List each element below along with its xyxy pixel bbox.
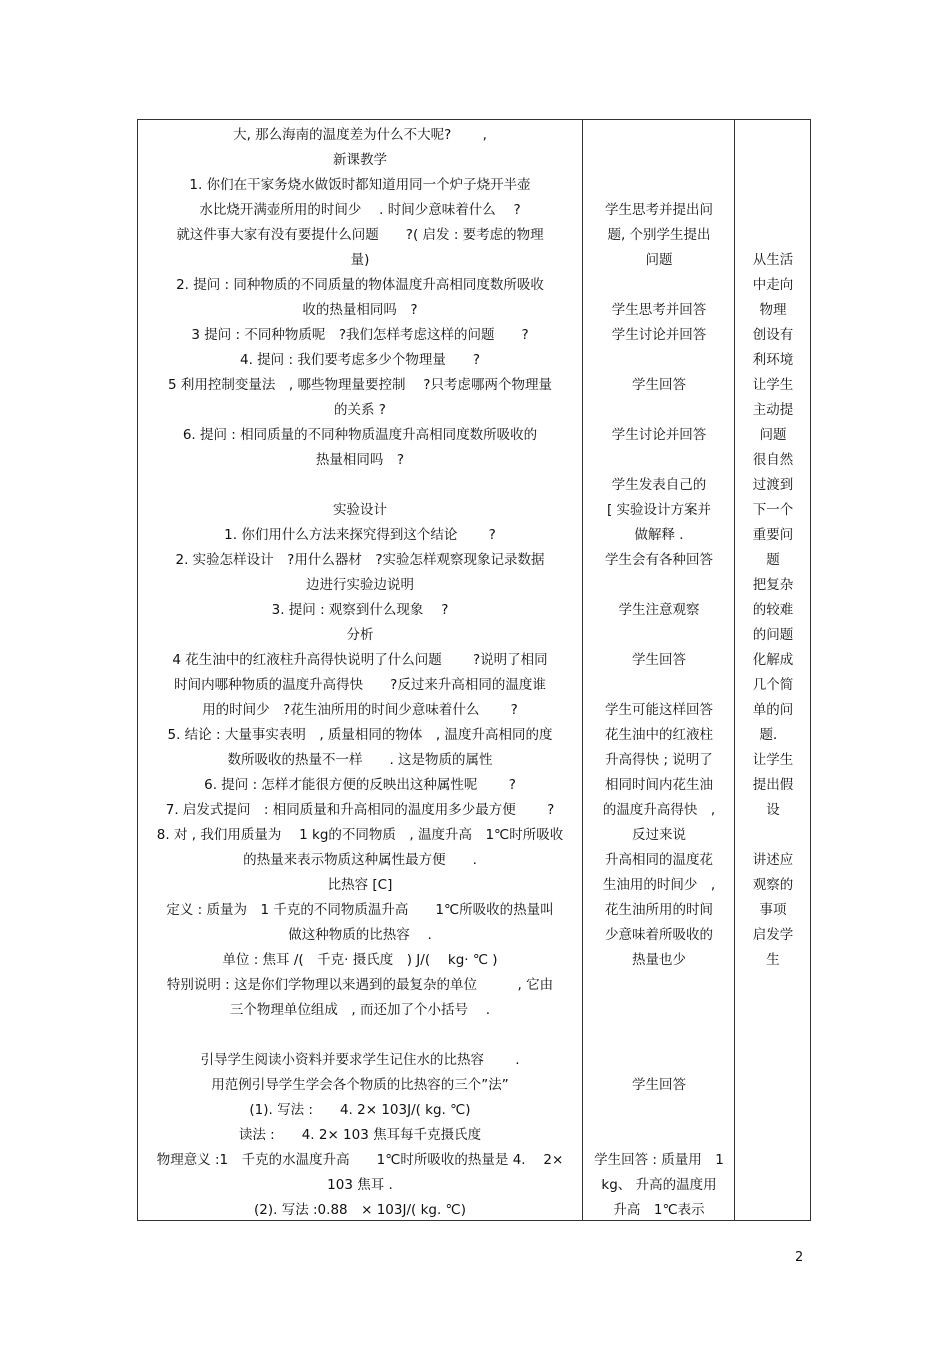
text-line: 学生讨论并回答 xyxy=(611,327,707,343)
text-line: 三个物理单位组成 , 而还加了个小括号 . xyxy=(229,1002,491,1018)
column-divider xyxy=(582,120,583,1220)
text-line: 生 xyxy=(766,952,780,968)
text-line: 时间内哪种物质的温度升高得快 ?反过来升高相同的温度谁 xyxy=(174,677,546,693)
text-line: 题． xyxy=(759,727,787,743)
text-line: 热量相同吗 ? xyxy=(315,452,405,468)
text-line: 物理意义 :1 千克的水温度升高 1℃时所吸收的热量是 4. 2× xyxy=(156,1152,564,1168)
text-line: 反过来说 xyxy=(632,827,686,843)
text-line: 2. 实验怎样设计 ?用什么器材 ?实验怎样观察现象记录数据 xyxy=(175,552,545,568)
text-line: 单位 : 焦耳 /( 千克· 摄氏度 ) J/( kg· ℃ ) xyxy=(222,952,498,968)
text-line: 学生注意观察 xyxy=(618,602,700,618)
text-line: kg、 升高的温度用 xyxy=(601,1177,717,1193)
text-line: 启发学 xyxy=(752,927,794,943)
text-line: 做这种物质的比热容 . xyxy=(288,927,432,943)
text-line: 下一个 xyxy=(752,502,794,518)
text-line: 的热量来表示物质这种属性最方便 . xyxy=(243,852,477,868)
text-line: 学生回答 : 质量用 1 xyxy=(594,1152,724,1168)
text-line: 让学生 xyxy=(752,377,794,393)
text-line: 的关系 ? xyxy=(334,402,386,418)
text-line: 升高得快 ; 说明了 xyxy=(605,752,713,768)
text-line: 物理 xyxy=(759,302,787,318)
text-line: 利环境 xyxy=(752,352,794,368)
text-line: 量) xyxy=(350,252,370,268)
text-line: 学生会有各种回答 xyxy=(605,552,713,568)
text-line: 就这件事大家有没有要提什么问题 ?( 启发 : 要考虑的物理 xyxy=(176,227,544,243)
text-line: 很自然 xyxy=(752,452,794,468)
text-line: 定义 : 质量为 1 千克的不同物质温升高 1℃所吸收的热量叫 xyxy=(166,902,554,918)
text-line: 学生发表自己的 xyxy=(611,477,707,493)
text-line: 的问题 xyxy=(752,627,794,643)
text-line: 用范例引导学生学会各个物质的比热容的三个”法” xyxy=(211,1077,509,1093)
text-line: 学生思考并回答 xyxy=(611,302,707,318)
text-line: 3. 提问 : 观察到什么现象 ? xyxy=(271,602,449,618)
text-line: 学生可能这样回答 xyxy=(605,702,713,718)
text-line: 花生油所用的时间 xyxy=(605,902,713,918)
text-line: 设 xyxy=(766,802,780,818)
text-line: 1. 你们在干家务烧水做饭时都知道用同一个炉子烧开半壶 xyxy=(189,177,531,193)
text-line: 6. 提问 : 相同质量的不同种物质温度升高相同度数所吸收的 xyxy=(182,427,538,443)
text-line: 2. 提问 : 同种物质的不同质量的物体温度升高相同度数所吸收 xyxy=(176,277,544,293)
text-line: 做解释 . xyxy=(634,527,684,543)
text-line: (2). 写法 :0.88 × 103J/( kg. ℃) xyxy=(254,1202,466,1218)
text-line: 学生讨论并回答 xyxy=(611,427,707,443)
text-line: 热量也少 xyxy=(632,952,686,968)
text-line: 观察的 xyxy=(752,877,794,893)
text-line: 问题 xyxy=(645,252,673,268)
text-line: 几个简 xyxy=(752,677,794,693)
text-line: 主动提 xyxy=(752,402,794,418)
text-line: 把复杂 xyxy=(752,577,794,593)
text-line: 收的热量相同吗 ? xyxy=(302,302,418,318)
text-line: 103 焦耳 . xyxy=(327,1177,393,1193)
text-line: 大, 那么海南的温度差为什么不大呢? , xyxy=(233,127,487,143)
text-line: 少意味着所吸收的 xyxy=(605,927,713,943)
text-line: 单的问 xyxy=(752,702,794,718)
text-line: 7. 启发式提问 : 相同质量和升高相同的温度用多少最方便 ? xyxy=(165,802,555,818)
text-line: 创设有 xyxy=(752,327,794,343)
text-line: 5. 结论 : 大量事实表明 , 质量相同的物体 , 温度升高相同的度 xyxy=(167,727,553,743)
text-line: 问题 xyxy=(759,427,787,443)
text-line: 的较难 xyxy=(752,602,794,618)
text-line: 题, 个别学生提出 xyxy=(607,227,711,243)
text-line: 从生活 xyxy=(752,252,794,268)
text-line: 特别说明 : 这是你们学物理以来遇到的最复杂的单位 , 它由 xyxy=(166,977,554,993)
text-line: 1. 你们用什么方法来探究得到这个结论 ? xyxy=(224,527,496,543)
section-heading: 分析 xyxy=(346,627,374,643)
text-line: 相同时间内花生油 xyxy=(605,777,713,793)
text-line: 数所吸收的热量不一样 . 这是物质的属性 xyxy=(227,752,493,768)
text-line: 生油用的时间少 , xyxy=(602,877,716,893)
text-line: 学生回答 xyxy=(632,1077,686,1093)
text-line: [ 实验设计方案并 xyxy=(606,502,712,518)
text-line: 学生思考并提出问 xyxy=(605,202,713,218)
text-line: 3 提问 : 不同种物质呢 ?我们怎样考虑这样的问题 ? xyxy=(191,327,529,343)
text-line: 水比烧开满壶所用的时间少 . 时间少意味着什么 ? xyxy=(199,202,521,218)
text-line: 边进行实验边说明 xyxy=(306,577,414,593)
text-line: 4 花生油中的红液柱升高得快说明了什么问题 ?说明了相同 xyxy=(172,652,548,668)
text-line: 升高 1℃表示 xyxy=(613,1202,705,1218)
text-line: 5 利用控制变量法 , 哪些物理量要控制 ?只考虑哪两个物理量 xyxy=(168,377,552,393)
text-line: 过渡到 xyxy=(752,477,794,493)
lesson-table xyxy=(137,119,811,1221)
text-line: 学生回答 xyxy=(632,652,686,668)
text-line: 讲述应 xyxy=(752,852,794,868)
text-line: 学生回答 xyxy=(632,377,686,393)
text-line: 读法 : 4. 2× 103 焦耳每千克摄氏度 xyxy=(238,1127,482,1143)
text-line: 4. 提问 : 我们要考虑多少个物理量 ? xyxy=(240,352,480,368)
text-line: 让学生 xyxy=(752,752,794,768)
text-line: 花生油中的红液柱 xyxy=(605,727,713,743)
text-line: 事项 xyxy=(759,902,787,918)
text-line: 升高相同的温度花 xyxy=(605,852,713,868)
text-line: 用的时间少 ?花生油所用的时间少意味着什么 ? xyxy=(202,702,518,718)
text-line: 的温度升高得快 , xyxy=(602,802,716,818)
section-heading: 新课教学 xyxy=(333,152,387,168)
text-line: 6. 提问 : 怎样才能很方便的反映出这种属性呢 ? xyxy=(204,777,516,793)
text-line: 题 xyxy=(766,552,780,568)
text-line: (1). 写法 : 4. 2× 103J/( kg. ℃) xyxy=(249,1102,471,1118)
page-number: 2 xyxy=(795,1250,804,1265)
text-line: 提出假 xyxy=(752,777,794,793)
text-line: 引导学生阅读小资料并要求学生记住水的比热容 . xyxy=(200,1052,520,1068)
text-line: 8. 对 , 我们用质量为 1 kg的不同物质 , 温度升高 1℃时所吸收 xyxy=(156,827,564,843)
section-heading: 比热容 [C] xyxy=(327,877,393,893)
text-line: 化解成 xyxy=(752,652,794,668)
text-line: 中走向 xyxy=(752,277,794,293)
section-heading: 实验设计 xyxy=(333,502,387,518)
text-line: 重要问 xyxy=(752,527,794,543)
